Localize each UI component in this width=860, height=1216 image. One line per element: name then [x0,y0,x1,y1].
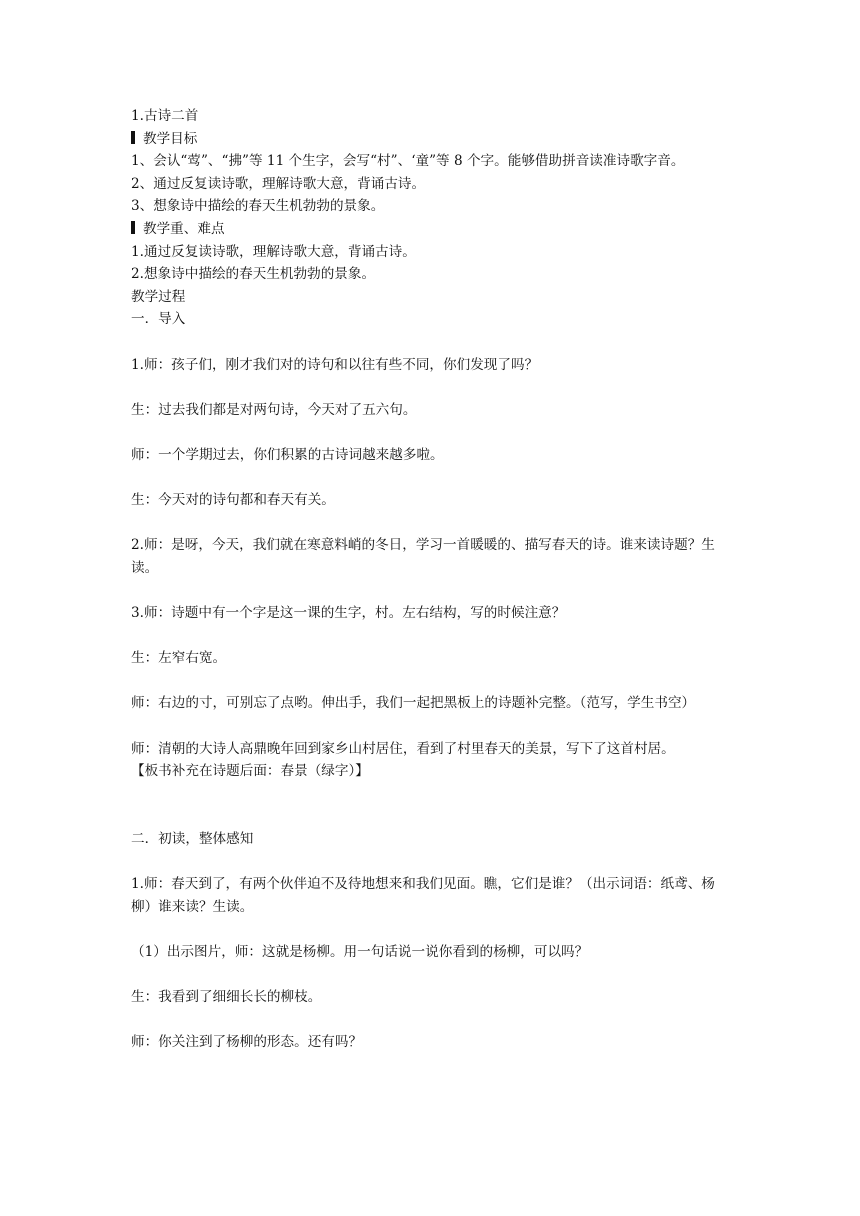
process-heading: 教学过程 [131,288,186,305]
heading-bullet-icon [131,221,135,234]
key-item: 1.通过反复读诗歌，理解诗歌大意，背诵古诗。 [131,243,416,260]
dialogue-line: 1.师：孩子们，刚才我们对的诗句和以往有些不同，你们发现了吗？ [131,356,539,373]
dialogue-line: 生：我看到了细细长长的柳枝。 [131,989,322,1006]
goal-item: 2、通过反复读诗歌，理解诗歌大意，背诵古诗。 [131,175,426,192]
goal-item: 3、想象诗中描绘的春天生机勃勃的景象。 [131,198,385,215]
dialogue-line: 师：你关注到了杨柳的形态。还有吗？ [131,1034,363,1051]
key-heading [131,218,733,241]
document-page [131,105,733,1054]
dialogue-line: 师：一个学期过去，你们积累的古诗词越来越多啦。 [131,446,444,463]
heading-bullet-icon [131,131,135,144]
dialogue-line: 师：右边的寸，可别忘了点哟。伸出手，我们一起把黑板上的诗题补完整。（范写，学生书空） [131,695,696,712]
key-item: 2.想象诗中描绘的春天生机勃勃的景象。 [131,266,376,283]
goals-heading [131,128,733,151]
lesson-title: 1.古诗二首 [131,108,199,124]
dialogue-line: （1）出示图片，师：这就是杨柳。用一句话说一说你看到的杨柳，可以吗？ [131,943,589,960]
dialogue-line: 生：今天对的诗句都和春天有关。 [131,492,335,509]
section2-heading: 二．初读，整体感知 [131,831,254,847]
dialogue-line: 生：左窄右宽。 [131,650,227,667]
dialogue-line: 3.师：诗题中有一个字是这一课的生字，村。左右结构，写的时候注意？ [131,605,566,622]
dialogue-line: 1.师：春天到了，有两个伙伴迫不及待地想来和我们见面。瞧，它们是谁？（出示词语：纸鸢、杨柳）谁来读？生读。 [131,876,715,915]
dialogue-line: 师：清朝的大诗人高鼎晚年回到家乡山村居住，看到了村里春天的美景，写下了这首村居。 [131,740,675,757]
dialogue-line: 生：过去我们都是对两句诗，今天对了五六句。 [131,401,417,418]
key-heading-text: 教学重、难点 [143,220,225,237]
dialogue-line: 2.师：是呀，今天，我们就在寒意料峭的冬日，学习一首暖暖的、描写春天的诗。谁来读诗题？生读。 [131,537,715,576]
board-note: 【板书补充在诗题后面：春景（绿字）】 [131,763,369,780]
goal-item: 1、会认“莺”、“拂”等 11 个生字，会写“村”、‘童”等 8 个字。能够借助拼音读准诗歌字音。 [131,153,685,170]
goals-heading-text: 教学目标 [143,130,198,147]
section1-heading: 一．导入 [131,311,186,328]
